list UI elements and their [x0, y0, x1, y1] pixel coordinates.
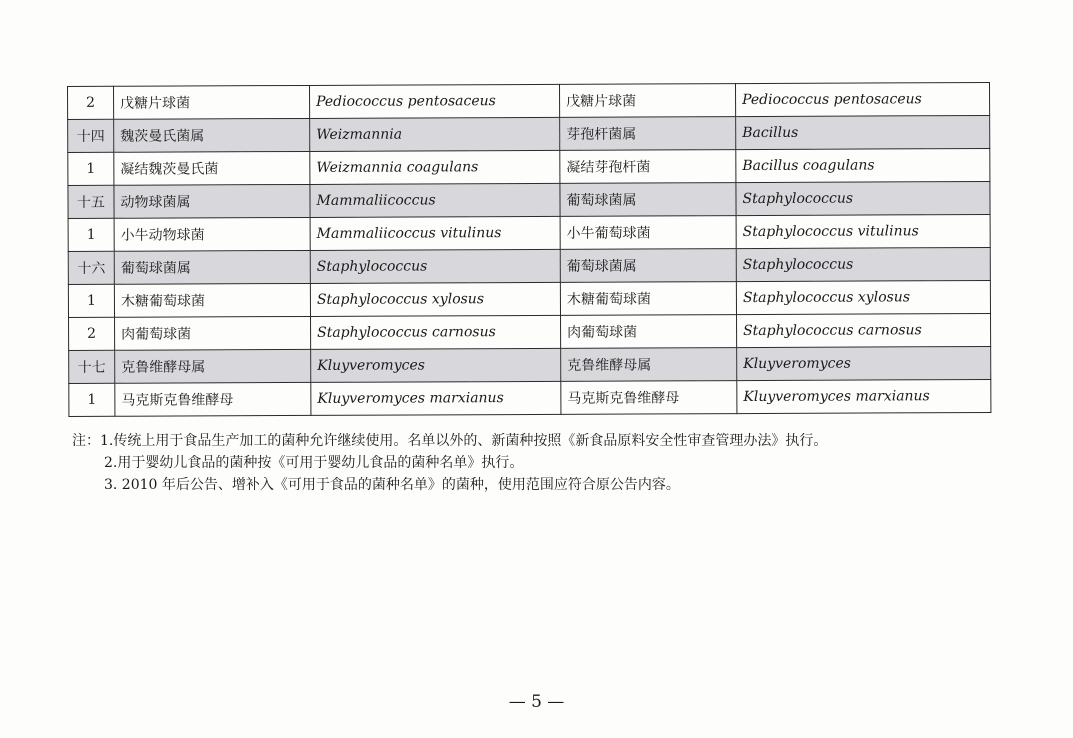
- cell-original-latin-name: Kluyveromyces marxianus: [737, 379, 991, 413]
- cell-original-latin-name: Staphylococcus: [736, 247, 990, 281]
- cell-original-latin-name: Bacillus: [736, 115, 990, 149]
- cell-chinese-name: 克鲁维酵母属: [115, 349, 311, 383]
- cell-latin-name: Kluyveromyces marxianus: [311, 381, 561, 415]
- cell-original-latin-name: Staphylococcus xylosus: [736, 280, 990, 314]
- species-row: [68, 82, 990, 119]
- cell-chinese-name: 魏茨曼氏菌属: [114, 118, 310, 152]
- cell-latin-name: Mammaliicoccus vitulinus: [310, 216, 560, 250]
- note-line-1: 注：1.传统上用于食品生产加工的菌种允许继续使用。名单以外的、新菌种按照《新食品原料安全性审查管理办法》执行。: [72, 433, 828, 449]
- cell-chinese-name: 戊糖片球菌: [114, 85, 310, 119]
- cell-number: 十四: [68, 119, 114, 152]
- cell-original-chinese-name: 凝结芽孢杆菌: [560, 150, 736, 184]
- cell-latin-name: Staphylococcus: [310, 249, 560, 283]
- cell-original-chinese-name: 马克斯克鲁维酵母: [561, 381, 737, 415]
- cell-number: 十六: [68, 251, 114, 284]
- cell-original-chinese-name: 葡萄球菌属: [560, 183, 736, 217]
- cell-number: 1: [68, 284, 114, 317]
- cell-original-latin-name: Staphylococcus carnosus: [737, 313, 991, 347]
- cell-chinese-name: 肉葡萄球菌: [115, 316, 311, 350]
- note-line-3: 3. 2010 年后公告、增补入《可用于食品的菌种名单》的菌种，使用范围应符合原公告内容。: [104, 477, 680, 493]
- species-row: [68, 280, 990, 317]
- cell-chinese-name: 葡萄球菌属: [114, 250, 310, 284]
- page-number: — 5 —: [508, 692, 565, 712]
- cell-original-chinese-name: 肉葡萄球菌: [561, 315, 737, 349]
- notes-section: [72, 430, 827, 496]
- cell-original-latin-name: Kluyveromyces: [737, 346, 991, 380]
- cell-original-chinese-name: 戊糖片球菌: [559, 84, 735, 118]
- cell-chinese-name: 动物球菌属: [114, 184, 310, 218]
- species-row: [69, 379, 991, 416]
- cell-latin-name: Staphylococcus xylosus: [310, 282, 560, 316]
- note-line-2: 2.用于婴幼儿食品的菌种按《可用于婴幼儿食品的菌种名单》执行。: [104, 455, 524, 471]
- strain-table-body: [68, 82, 991, 416]
- cell-chinese-name: 马克斯克鲁维酵母: [115, 382, 311, 416]
- genus-row: [69, 346, 991, 383]
- cell-number: 十五: [68, 185, 114, 218]
- species-row: [68, 148, 990, 185]
- cell-number: 十七: [69, 350, 115, 383]
- cell-original-latin-name: Staphylococcus: [736, 181, 990, 215]
- cell-latin-name: Pediococcus pentosaceus: [309, 84, 559, 118]
- species-row: [69, 313, 991, 350]
- cell-chinese-name: 凝结魏茨曼氏菌: [114, 151, 310, 185]
- strain-table: [67, 82, 991, 417]
- cell-original-latin-name: Staphylococcus vitulinus: [736, 214, 990, 248]
- species-row: [68, 214, 990, 251]
- cell-number: 2: [69, 317, 115, 350]
- cell-original-chinese-name: 木糖葡萄球菌: [560, 282, 736, 316]
- genus-row: [68, 181, 990, 218]
- cell-original-chinese-name: 芽孢杆菌属: [560, 117, 736, 151]
- cell-original-latin-name: Bacillus coagulans: [736, 148, 990, 182]
- genus-row: [68, 247, 990, 284]
- cell-number: 1: [68, 218, 114, 251]
- cell-chinese-name: 小牛动物球菌: [114, 217, 310, 251]
- cell-number: 2: [68, 86, 114, 119]
- cell-original-chinese-name: 克鲁维酵母属: [561, 348, 737, 382]
- cell-latin-name: Kluyveromyces: [311, 348, 561, 382]
- cell-number: 1: [69, 383, 115, 416]
- cell-latin-name: Mammaliicoccus: [310, 183, 560, 217]
- cell-original-chinese-name: 小牛葡萄球菌: [560, 216, 736, 250]
- cell-original-latin-name: Pediococcus pentosaceus: [735, 82, 989, 116]
- cell-latin-name: Staphylococcus carnosus: [311, 315, 561, 349]
- cell-number: 1: [68, 152, 114, 185]
- cell-chinese-name: 木糖葡萄球菌: [114, 283, 310, 317]
- cell-latin-name: Weizmannia: [310, 117, 560, 151]
- cell-original-chinese-name: 葡萄球菌属: [560, 249, 736, 283]
- genus-row: [68, 115, 990, 152]
- cell-latin-name: Weizmannia coagulans: [310, 150, 560, 184]
